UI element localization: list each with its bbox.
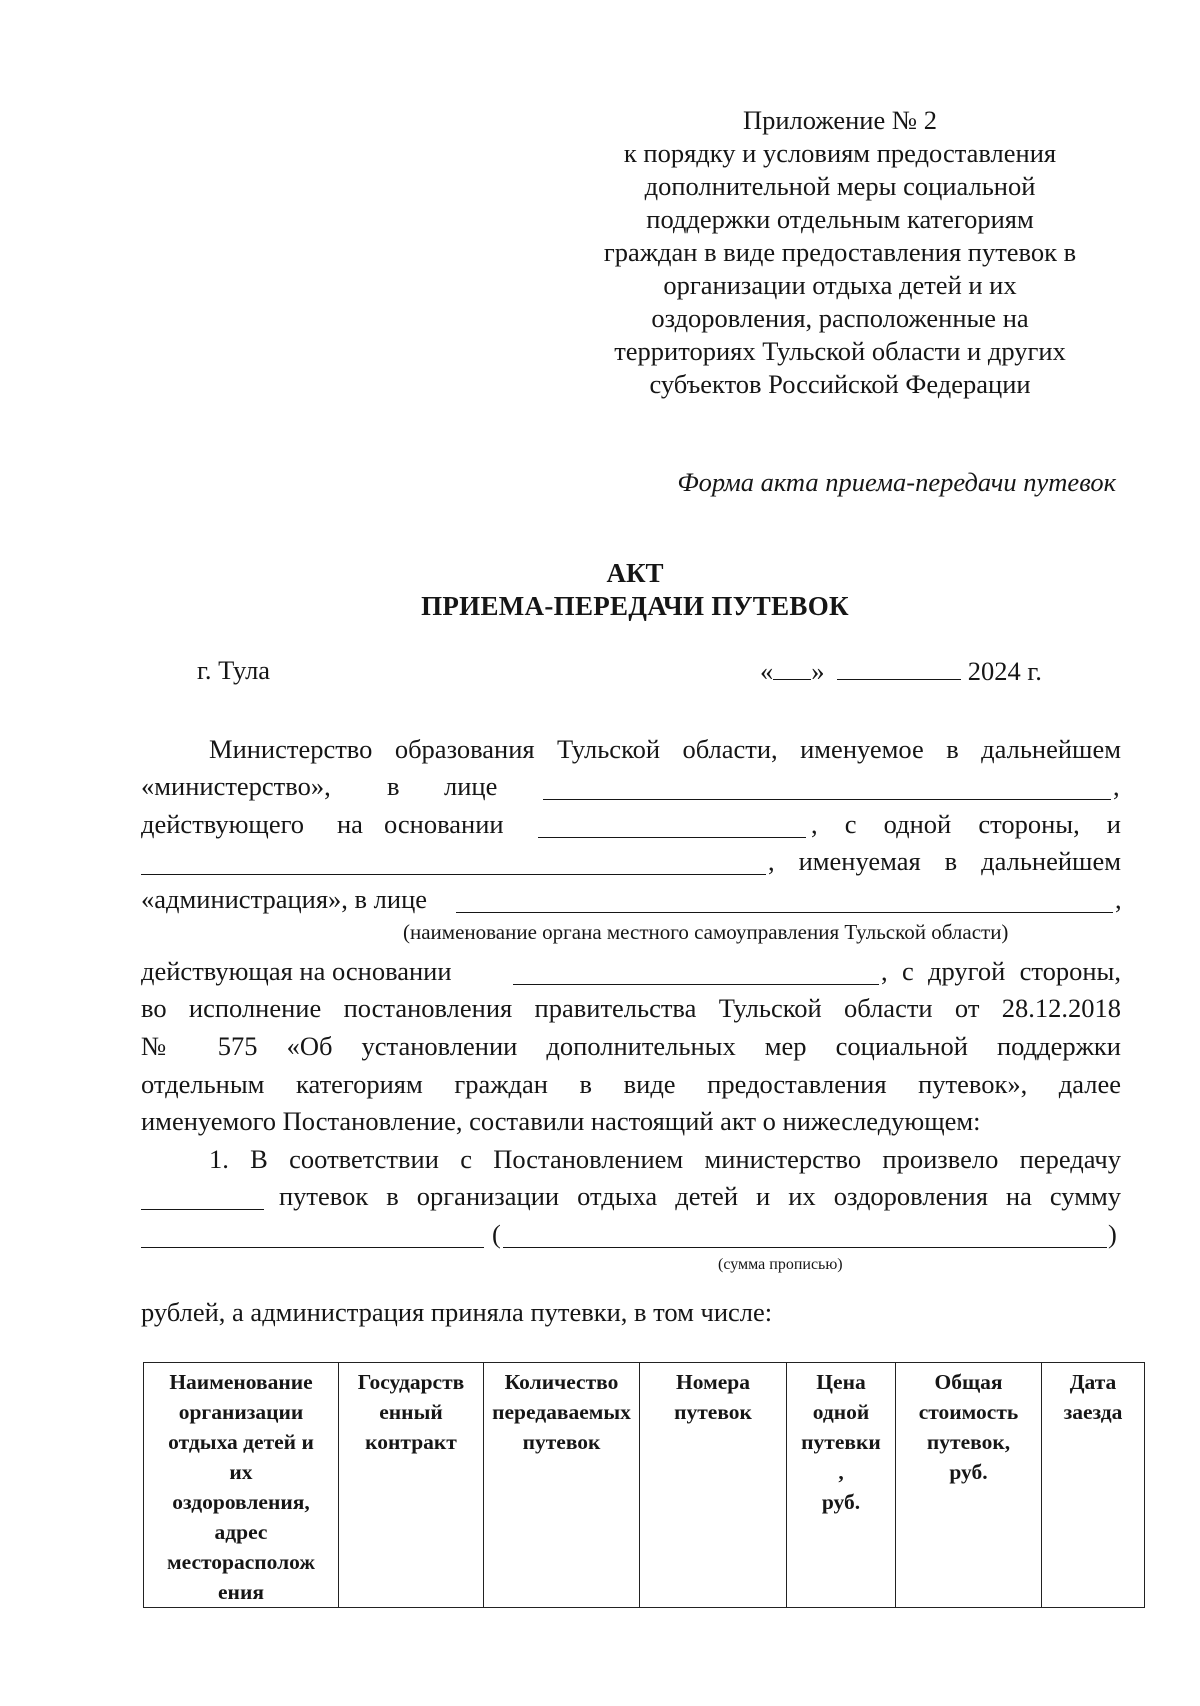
body-word: лице <box>444 771 498 801</box>
act-date <box>760 655 1042 687</box>
body-word: , с одной стороны, и <box>811 809 1121 839</box>
appendix-line: территориях Тульской области и других <box>614 336 1066 366</box>
form-title: Форма акта приема-передачи путевок <box>677 467 1116 497</box>
body-word: действующая на основании <box>141 956 452 986</box>
col-header-contract: Государств енный контракт <box>339 1363 484 1608</box>
note-sum-in-words: (сумма прописью) <box>718 1256 843 1273</box>
body-line <box>141 884 1121 915</box>
appendix-line: дополнительной меры социальной <box>644 171 1036 201</box>
body-line: во исполнение постановления правительства Тульской области от 28.12.2018 <box>141 993 1121 1023</box>
sum-blank[interactable] <box>141 1223 484 1248</box>
body-line: именуемого Постановление, составили настоящий акт о нижеследующем: <box>141 1106 981 1136</box>
col-header-total: Общая стоимость путевок, руб. <box>896 1363 1042 1608</box>
body-line: № 575 «Об установлении дополнительных мер социальной поддержки <box>141 1031 1121 1061</box>
date-close-quote: » <box>811 656 825 686</box>
voucher-count-blank[interactable] <box>141 1185 264 1210</box>
note-administration-name: (наименование органа местного самоуправления Тульской области) <box>403 920 1009 944</box>
body-line: Министерство образования Тульской области, именуемое в дальнейшем <box>209 734 1121 764</box>
col-header-numbers: Номера путевок <box>640 1363 787 1608</box>
date-open-quote: « <box>760 656 774 686</box>
body-line <box>141 771 1121 802</box>
place-of-signing: г. Тула <box>197 655 271 685</box>
appendix-line: организации отдыха детей и их <box>663 270 1017 300</box>
body-word: , с другой стороны, <box>881 956 1121 986</box>
administration-basis-blank[interactable] <box>513 960 879 985</box>
sum-in-words-blank[interactable] <box>503 1223 1107 1248</box>
body-word: на <box>337 809 363 839</box>
date-year: 2024 г. <box>967 656 1042 686</box>
ministry-label: «министерство», <box>141 771 331 801</box>
body-line <box>141 956 1121 987</box>
body-line: отдельным категориям граждан в виде предоставления путевок», далее <box>141 1069 1121 1099</box>
act-title: АКТ <box>606 558 664 588</box>
body-word: действующего <box>141 809 305 839</box>
appendix-line: оздоровления, расположенные на <box>651 303 1029 333</box>
body-line <box>141 809 1121 840</box>
appendix-line: к порядку и условиям предоставления <box>623 138 1057 168</box>
body-word: , именуемая в дальнейшем <box>768 846 1121 876</box>
body-word: , <box>1113 771 1120 801</box>
table-header-row <box>144 1363 1145 1608</box>
body-word: ( <box>492 1219 501 1249</box>
body-word: , <box>1115 884 1122 914</box>
body-word: ) <box>1108 1219 1117 1249</box>
body-word: в <box>387 771 400 801</box>
col-header-arrival-date: Дата заезда <box>1042 1363 1145 1608</box>
appendix-line: граждан в виде предоставления путевок в <box>603 237 1077 267</box>
col-header-quantity: Количество передаваемых путевок <box>484 1363 640 1608</box>
appendix-block <box>560 104 1120 401</box>
appendix-line: субъектов Российской Федерации <box>649 369 1031 399</box>
col-header-organization: Наименование организации отдыха детей и их оздоровления, адрес месторасполож ения <box>144 1363 339 1608</box>
administration-representative-blank[interactable] <box>456 888 1113 913</box>
act-subtitle: ПРИЕМА-ПЕРЕДАЧИ ПУТЕВОК <box>421 591 849 621</box>
col-header-price: Цена одной путевки , руб. <box>787 1363 896 1608</box>
body-line: рублей, а администрация приняла путевки, в том числе: <box>141 1297 773 1327</box>
appendix-line: поддержки отдельным категориям <box>646 204 1034 234</box>
vouchers-table <box>143 1362 1145 1608</box>
body-line: 1. В соответствии с Постановлением министерство произвело передачу <box>209 1144 1121 1174</box>
administration-label: «администрация», в лице <box>141 884 428 914</box>
body-word: основании <box>384 809 504 839</box>
day-blank[interactable] <box>773 655 811 680</box>
appendix-line: Приложение № 2 <box>742 105 937 135</box>
administration-name-blank[interactable] <box>141 850 766 875</box>
body-word: путевок в организации отдыха детей и их оздоровления на сумму <box>279 1181 1121 1211</box>
month-blank[interactable] <box>837 655 961 680</box>
ministry-basis-blank[interactable] <box>538 813 806 838</box>
ministry-representative-blank[interactable] <box>543 775 1111 800</box>
